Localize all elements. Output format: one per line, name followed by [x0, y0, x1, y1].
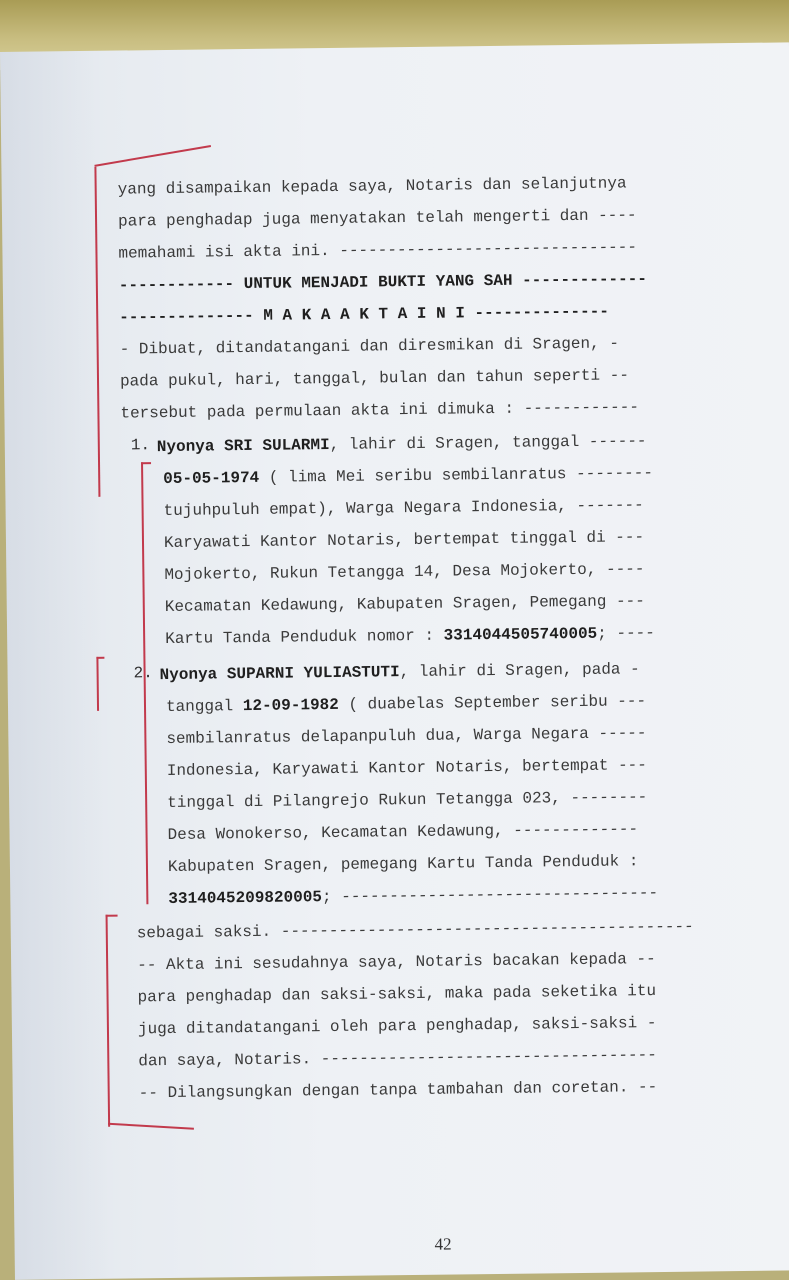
item1-line7-start: Kartu Tanda Penduduk nomor : — [165, 626, 444, 649]
item2-line7: Kabupaten Sragen, pemegang Kartu Tanda Penduduk : — [167, 852, 639, 877]
item1-line2-rest: ( lima Mei seribu sembilanratus -------- — [259, 464, 653, 487]
document-page — [0, 42, 789, 1280]
item2-line4: Indonesia, Karyawati Kantor Notaris, bertempat --- — [166, 756, 647, 781]
closing-line-4: juga ditandatangani oleh para penghadap, saksi-saksi - — [137, 1014, 657, 1039]
text-line-2: para penghadap juga menyatakan telah mengerti dan ---- — [117, 206, 637, 231]
item2-line2-rest: ( duabelas September seribu --- — [338, 692, 647, 714]
item1-name: Nyonya SRI SULARMI — [156, 436, 330, 457]
item-number-2: 2. — [133, 664, 153, 683]
heading-bukti: ------------ UNTUK MENJADI BUKTI YANG SAH ------------- — [118, 270, 648, 295]
item1-line7-end: ; ---- — [597, 624, 655, 643]
text-line-1: yang disampaikan kepada saya, Notaris dan selanjutnya — [117, 174, 627, 199]
item2-line8 — [168, 881, 738, 910]
item2-line8-end: ; --------------------------------- — [321, 884, 659, 907]
item1-line6: Kecamatan Kedawung, Kabupaten Sragen, Pemegang --- — [164, 592, 645, 617]
item1-line3: tujuhpuluh empat), Warga Negara Indonesia, ------- — [163, 496, 644, 521]
item1-nik: 3314044505740005 — [443, 624, 598, 645]
item1-line1 — [157, 429, 727, 458]
item1-line7 — [165, 621, 735, 650]
heading-maka-akta: -------------- M A K A A K T A I N I -------------- — [119, 302, 610, 327]
item-number-1: 1. — [130, 436, 151, 455]
item1-line5: Mojokerto, Rukun Tetangga 14, Desa Mojokerto, ---- — [164, 560, 645, 585]
closing-line-2: -- Akta ini sesudahnya saya, Notaris bacakan kepada -- — [137, 950, 656, 975]
red-bracket-mid — [96, 657, 105, 711]
text-line-8: tersebut pada permulaan akta ini dimuka : ------------ — [120, 398, 639, 423]
item2-line1 — [159, 657, 729, 686]
item1-line2 — [163, 461, 733, 490]
item2-line3: sembilanratus delapanpuluh dua, Warga Negara ----- — [166, 724, 647, 749]
red-bracket-top-hook — [94, 145, 211, 167]
item2-line5: tinggal di Pilangrejo Rukun Tetangga 023, -------- — [167, 788, 648, 813]
item2-line6: Desa Wonokerso, Kecamatan Kedawung, ------------- — [167, 820, 639, 845]
red-bracket-item1 — [141, 462, 156, 904]
item2-nik: 3314045209820005 — [168, 888, 323, 909]
text-line-6: - Dibuat, ditandatangani dan diresmikan di Sragen, - — [119, 334, 619, 359]
closing-line-6: -- Dilangsungkan dengan tanpa tambahan dan coretan. -- — [138, 1078, 658, 1103]
item2-line2 — [166, 689, 736, 718]
item2-line1-rest: , lahir di Sragen, pada - — [399, 660, 640, 682]
red-bracket-bottom — [106, 915, 121, 1127]
item2-line2-start: tanggal — [165, 697, 243, 717]
item2-name: Nyonya SUPARNI YULIASTUTI — [159, 663, 400, 685]
item1-date: 05-05-1974 — [163, 468, 260, 489]
closing-line-1: sebagai saksi. ------------------------------------------- — [136, 917, 694, 943]
closing-line-3: para penghadap dan saksi-saksi, maka pada seketika itu — [137, 982, 657, 1007]
page-number: 42 — [434, 1234, 452, 1254]
item2-date: 12-09-1982 — [242, 695, 339, 716]
closing-line-5: dan saya, Notaris. ----------------------------------- — [138, 1046, 657, 1071]
item1-line1-rest: , lahir di Sragen, tanggal ------ — [329, 432, 647, 455]
text-line-3: memahami isi akta ini. ------------------------------- — [118, 238, 638, 263]
red-bracket-bottom-hook — [108, 1123, 194, 1130]
text-line-7: pada pukul, hari, tanggal, bulan dan tahun seperti -- — [119, 366, 629, 391]
item1-line4: Karyawati Kantor Notaris, bertempat tinggal di --- — [163, 528, 645, 553]
